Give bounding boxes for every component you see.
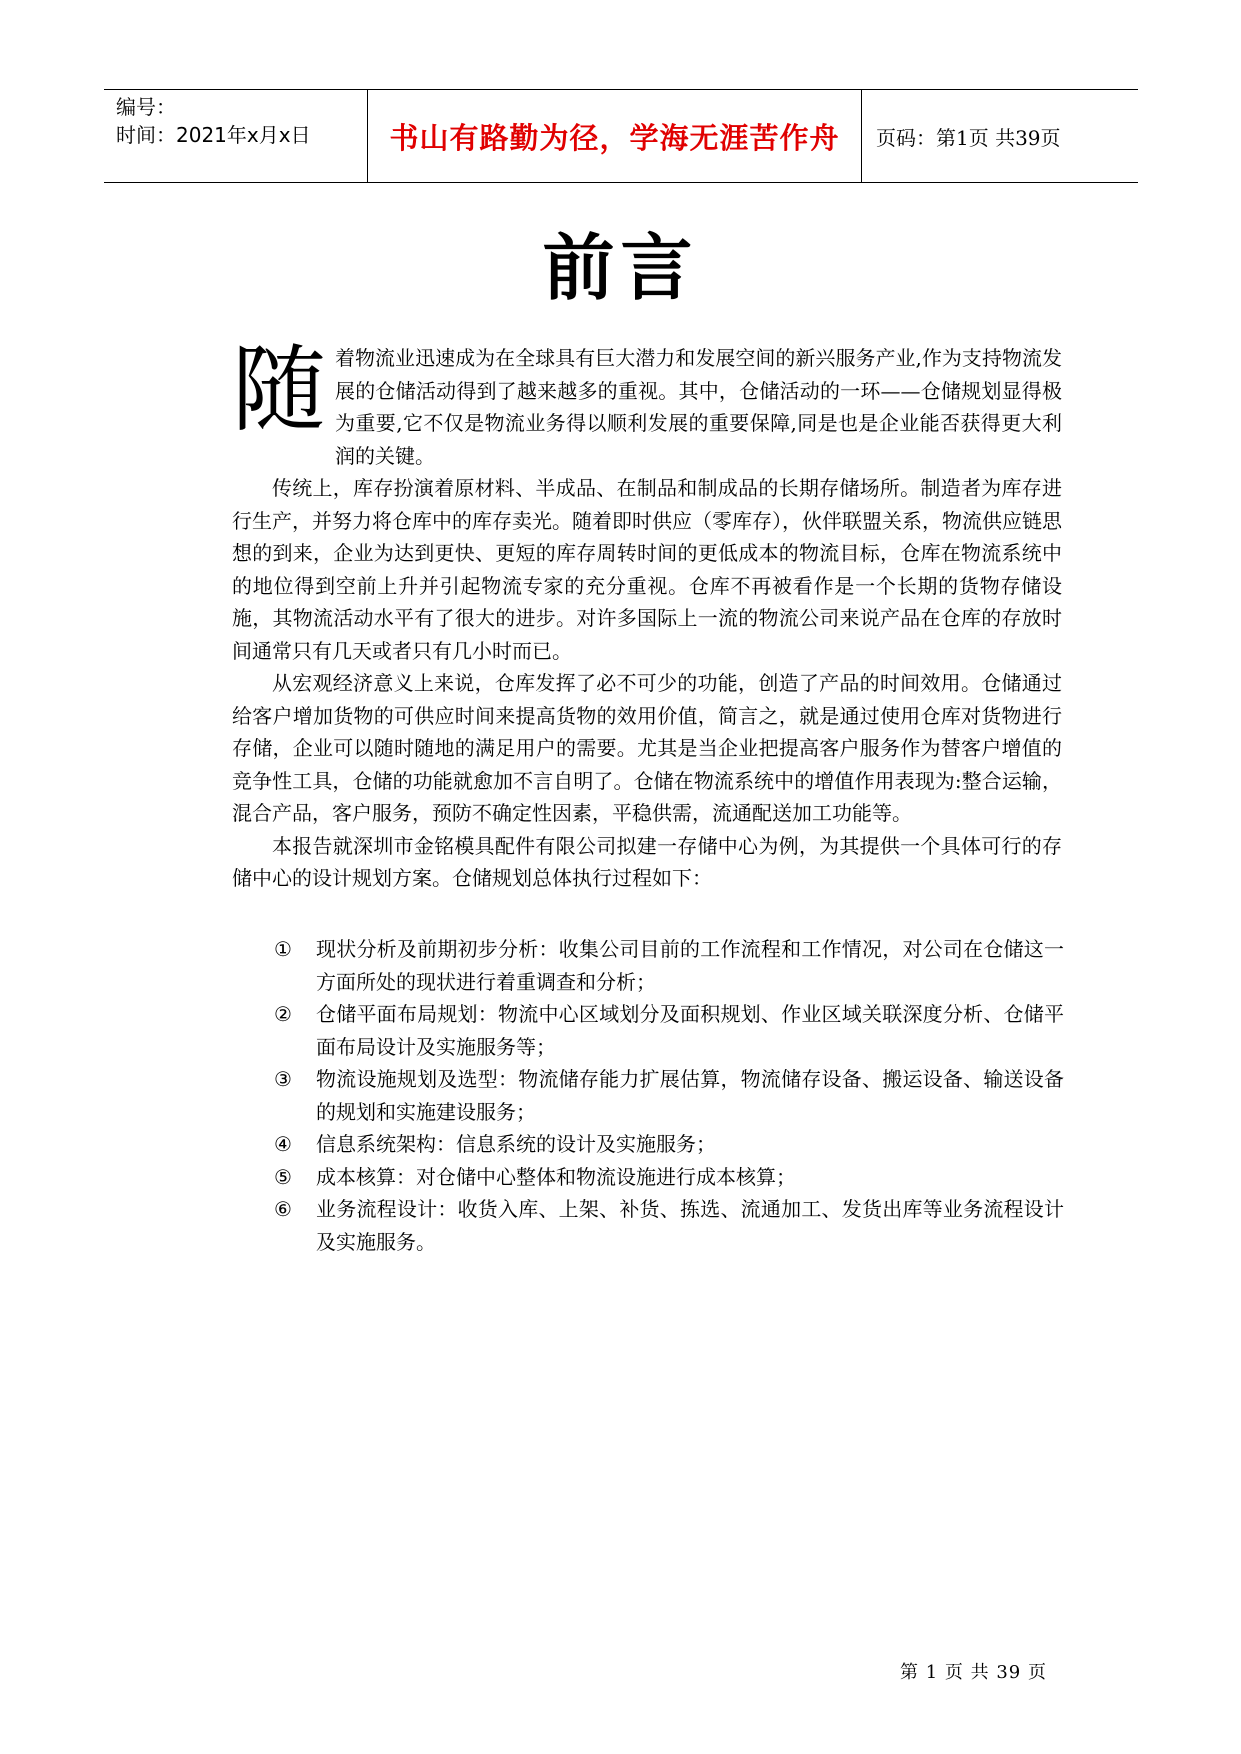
- list-item-number: ③: [274, 1067, 292, 1091]
- paragraph-intro: [232, 336, 1062, 472]
- list-item: [274, 1161, 1064, 1194]
- list-item-text: 业务流程设计：收货入库、上架、补货、拣选、流通加工、发货出库等业务流程设计及实施服务。: [316, 1197, 1064, 1254]
- list-item-number: ⑤: [274, 1164, 292, 1189]
- list-item-number: ⑥: [274, 1197, 292, 1221]
- list-item-text: 物流设施规划及选型：物流储存能力扩展估算，物流储存设备、搬运设备、输送设备的规划和实施建设服务；: [316, 1067, 1064, 1124]
- header-motto: 书山有路勤为径，学海无涯苦作舟: [389, 120, 840, 155]
- list-item: [274, 1063, 1064, 1128]
- paragraph-macro: 从宏观经济意义上来说，仓库发挥了必不可少的功能，创造了产品的时间效用。仓储通过给客户增加货物的可供应时间来提高货物的效用价值，简言之，就是通过使用仓库对货物进行存储，企业可以随时随地的满足用户的需要。尤其是当企业把提高客户服务作为替客户增值的竞争性工具，仓储的功能就愈加不言自明了。仓储在物流系统中的增值作用表现为:整合运输，混合产品，客户服务，预防不确定性因素，平稳供需，流通配送加工功能等。: [232, 671, 1062, 825]
- list-item: [274, 933, 1064, 998]
- list-item: [274, 1193, 1064, 1258]
- list-item-text: 现状分析及前期初步分析：收集公司目前的工作流程和工作情况，对公司在仓储这一方面所处的现状进行着重调查和分析；: [316, 937, 1064, 994]
- document-time-label: 时间：2021年x月x日: [116, 123, 311, 147]
- paragraph-tradition: 传统上，库存扮演着原材料、半成品、在制品和制成品的长期存储场所。制造者为库存进行生产，并努力将仓库中的库存卖光。随着即时供应（零库存），伙伴联盟关系，物流供应链思想的到来，企业为达到更快、更短的库存周转时间的更低成本的物流目标，仓库在物流系统中的地位得到空前上升并引起物流专家的充分重视。仓库不再被看作是一个长期的货物存储设施，其物流活动水平有了很大的进步。对许多国际上一流的物流公司来说产品在仓库的存放时间通常只有几天或者只有几小时而已。: [232, 476, 1062, 663]
- list-item-number: ②: [274, 1002, 292, 1026]
- header-page-info: 页码：第1页 共39页: [876, 125, 1061, 150]
- list-item-number: ①: [274, 937, 292, 961]
- list-item-text: 信息系统架构：信息系统的设计及实施服务；: [316, 1132, 716, 1156]
- header-table: [104, 89, 1138, 183]
- list-item: [274, 1128, 1064, 1161]
- list-item: [274, 998, 1064, 1063]
- page-title: 前言: [542, 225, 699, 310]
- drop-cap: 随: [232, 336, 327, 445]
- paragraph-report: 本报告就深圳市金铭模具配件有限公司拟建一存储中心为例，为其提供一个具体可行的存储中心的设计规划方案。仓储规划总体执行过程如下：: [232, 833, 1062, 890]
- header-left-cell: [104, 90, 368, 182]
- document-number-label: 编号：: [116, 95, 176, 119]
- list-item-text: 成本核算：对仓储中心整体和物流设施进行成本核算；: [316, 1164, 796, 1189]
- header-page-cell: [862, 90, 1138, 182]
- header-motto-cell: [368, 90, 862, 182]
- footer-page-info: 第 1 页 共 39 页: [900, 1662, 1047, 1683]
- list-item-text: 仓储平面布局规划：物流中心区域划分及面积规划、作业区域关联深度分析、仓储平面布局设计及实施服务等；: [316, 1002, 1064, 1059]
- body-paragraphs: [232, 472, 1062, 895]
- steps-list: [274, 933, 1064, 1258]
- list-item-number: ④: [274, 1132, 292, 1156]
- paragraph-intro-text: 着物流业迅速成为在全球具有巨大潜力和发展空间的新兴服务产业,作为支持物流发展的仓储活动得到了越来越多的重视。其中，仓储活动的一环——仓储规划显得极为重要,它不仅是物流业务得以顺利发展的重要保障,同是也是企业能否获得更大利润的关键。: [335, 346, 1062, 468]
